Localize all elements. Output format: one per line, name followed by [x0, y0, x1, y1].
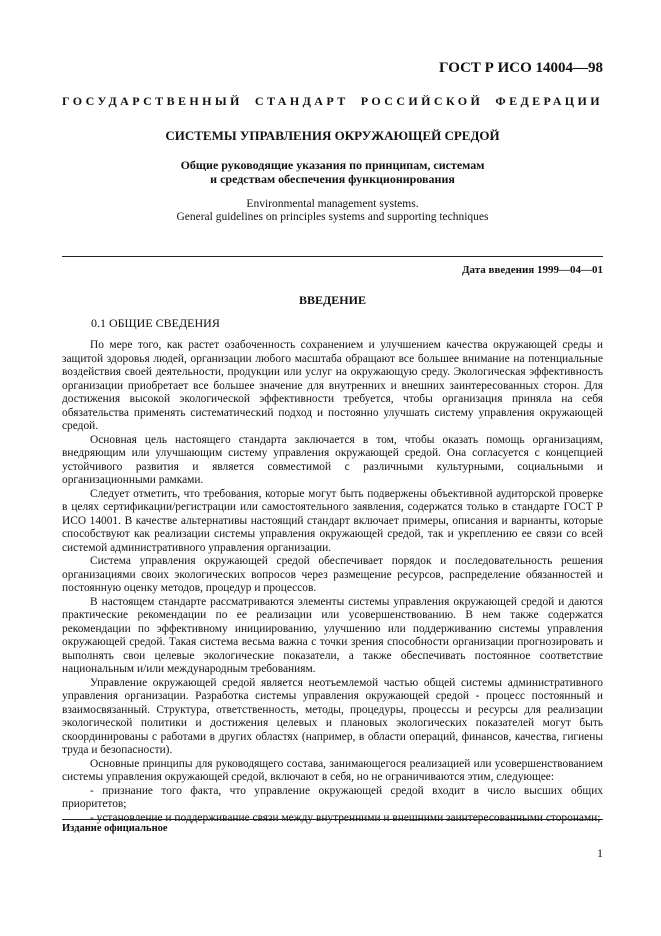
paragraph: Управление окружающей средой является неотъемлемой частью общей системы административного управления организации. Разработка системы управления окружающей средой - процесс постоянный и взаимосвязанный. Структура, ответственность, методы, процедуры, процессы и ресурсы для реализации экологической политики и достижения целевых и плановых экологических показателей могут быть скоординированы с работами в других областях (например, в области операций, финансов, качества, гигиены труда и безопасности). [62, 676, 603, 756]
english-title [62, 198, 603, 224]
paragraph: Следует отметить, что требования, которые могут быть подвержены объективной аудиторской проверке в целях сертификации/регистрации или самостоятельного заявления, содержатся только в стандарте ГОСТ Р ИСО 14001. В качестве альтернативы настоящий стандарт включает примеры, описания и варианты, которые способствуют как реализации системы управления окружающей средой, так и укреплению ее связи со всей системой административного управления организации. [62, 487, 603, 554]
document-title: СИСТЕМЫ УПРАВЛЕНИЯ ОКРУЖАЮЩЕЙ СРЕДОЙ [165, 128, 500, 143]
divider [62, 819, 603, 820]
state-standard-heading: ГОСУДАРСТВЕННЫЙ СТАНДАРТ РОССИЙСКОЙ ФЕДЕРАЦИИ [62, 94, 603, 108]
paragraph: По мере того, как растет озабоченность сохранением и улучшением качества окружающей среды и защитой здоровья людей, организации любого масштаба обращают все большее внимание на потенциальные воздействия своей деятельности, продукции или услуг на окружающую среду. Экологическая эффективность организации приобретает все большее значение для внутренних и внешних заинтересованных сторон. Для достижения высокой экологической эффективности требуется, чтобы организация приняла на себя обязательства применять систематический подход и постоянно улучшать систему управления окружающей средой. [62, 339, 603, 432]
page-number: 1 [597, 846, 603, 860]
body-text [62, 339, 603, 825]
introduction-date: Дата введения 1999—04—01 [461, 264, 603, 276]
subtitle-line: Общие руководящие указания по принципам, системам [180, 158, 485, 172]
paragraph: Основная цель настоящего стандарта заключается в том, чтобы оказать помощь организациям, внедряющим или улучшающим систему управления окружающей средой. Она согласуется с концепцией устойчивого развития и является совместимой с различными культурными, социальными и организационными рамками. [62, 433, 603, 486]
english-title-line: General guidelines on principles systems and supporting techniques [176, 211, 489, 223]
section-title: ВВЕДЕНИЕ [299, 293, 366, 307]
paragraph: Система управления окружающей средой обеспечивает порядок и последовательность решения организациями своих экологических вопросов через размещение ресурсов, распределение обязанностей и постоянную оценку методов, процедур и процессов. [62, 555, 603, 594]
official-edition-label: Издание официальное [62, 823, 168, 834]
subsection-title: 0.1 ОБЩИЕ СВЕДЕНИЯ [91, 316, 220, 330]
list-item: - признание того факта, что управление окружающей средой входит в число высших общих приоритетов; [62, 784, 603, 810]
list-item: - установление и поддерживание связи между внутренними и внешними заинтересованными сторонами; [90, 811, 601, 824]
divider [62, 256, 603, 257]
paragraph: Основные принципы для руководящего состава, занимающегося реализацией или усовершенствованием системы управления окружающей средой, включают в себя, но не ограничиваются этим, следующее: [62, 757, 603, 783]
document-subtitle [62, 158, 603, 186]
subtitle-line: и средствам обеспечения функционирования [210, 172, 455, 186]
english-title-line: Environmental management systems. [246, 198, 419, 210]
gost-code: ГОСТ Р ИСО 14004—98 [439, 60, 603, 76]
paragraph: В настоящем стандарте рассматриваются элементы системы управления окружающей средой и даются практические рекомендации по ее реализации или усовершенствованию. В нем также содержатся рекомендации по эффективному инициированию, улучшению или поддерживанию системы управления окружающей средой. Такая система весьма важна с точки зрения способности организации прогнозировать и выполнять свои целевые экологические показатели, а также обеспечивать постоянное соответствие национальным и/или международным требованиям. [62, 595, 603, 675]
